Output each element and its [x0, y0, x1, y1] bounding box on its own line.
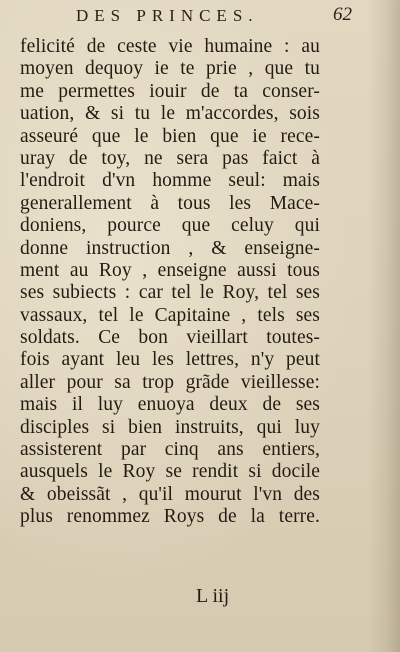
text-line: uray de toy, ne sera pas faict à: [20, 147, 320, 169]
text-line: felicité de ceste vie humaine : au: [20, 36, 320, 57]
text-line: generallement à tous les Mace-: [20, 192, 320, 214]
text-line: aller pour sa trop grãde vieillesse:: [20, 371, 320, 393]
text-line: ses subiects : car tel le Roy, tel ses: [20, 282, 320, 304]
text-line: disciples si bien instruits, qui luy: [20, 416, 320, 438]
text-line: & obeissãt , qu'il mourut l'vn des: [20, 483, 320, 505]
page-edge-shadow: [368, 0, 400, 652]
page-number: 62: [333, 4, 352, 25]
text-line: ausquels le Roy se rendit si docile: [20, 461, 320, 483]
text-line: soldats. Ce bon vieillart toutes-: [20, 327, 320, 349]
text-line: doniens, pource que celuy qui: [20, 215, 320, 237]
text-line: assisterent par cinq ans entiers,: [20, 439, 320, 461]
body-text: [20, 36, 320, 529]
text-line: me permettes iouir de ta conser-: [20, 80, 320, 102]
text-line: uation, & si tu le m'accordes, sois: [20, 103, 320, 125]
text-line: vassaux, tel le Capitaine , tels ses: [20, 304, 320, 326]
text-line: fois ayant leu les lettres, n'y peut: [20, 349, 320, 371]
text-line: asseuré que le bien que ie rece-: [20, 125, 320, 147]
text-line: donne instruction , & enseigne-: [20, 237, 320, 259]
text-line: ment au Roy , enseigne aussi tous: [20, 259, 320, 281]
text-line: moyen dequoy ie te prie , que tu: [20, 58, 320, 80]
running-head: [58, 4, 358, 30]
running-head-title: DES PRINCES.: [76, 6, 259, 25]
signature-mark: L iij: [196, 585, 230, 607]
text-line: l'endroit d'vn homme seul: mais: [20, 170, 320, 192]
text-line: plus renommez Roys de la terre.: [20, 506, 320, 528]
text-line: mais il luy enuoya deux de ses: [20, 394, 320, 416]
